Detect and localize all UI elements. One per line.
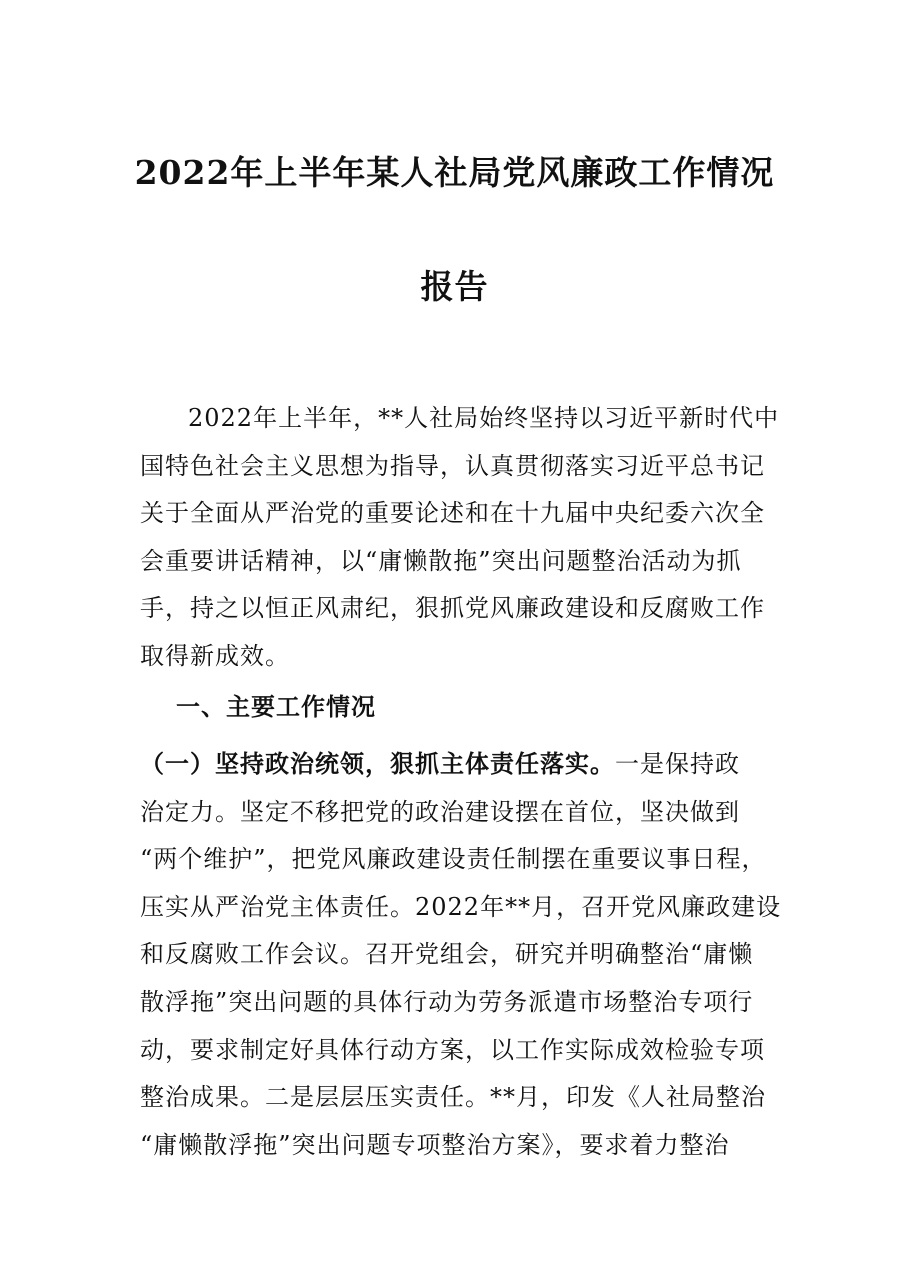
- subsection-line-5: 和反腐败工作会议。召开党组会，研究并明确整治“庸懒: [140, 940, 754, 969]
- intro-line-6: 取得新成效。: [140, 641, 290, 670]
- intro-line-5: 手，持之以恒正风肃纪，狠抓党风廉政建设和反腐败工作: [140, 594, 765, 623]
- subsection-line-2: 治定力。坚定不移把党的政治建设摆在首位，坚决做到: [140, 797, 740, 826]
- subsection-line-4: 压实从严治党主体责任。2022年**月，召开党风廉政建设: [140, 892, 782, 921]
- intro-line-2: 国特色社会主义思想为指导，认真贯彻落实习近平总书记: [140, 451, 765, 480]
- subsection-line-7: 动，要求制定好具体行动方案，以工作实际成效检验专项: [140, 1035, 765, 1064]
- subsection-line-3: “两个维护”，把党风廉政建设责任制摆在重要议事日程，: [140, 845, 767, 874]
- intro-line-1: 2022年上半年，**人社局始终坚持以习近平新时代中: [188, 404, 780, 432]
- subsection-line-1-text: 一是保持政: [615, 750, 740, 778]
- subsection-line-9: “庸懒散浮拖”突出问题专项整治方案》，要求着力整治: [140, 1130, 730, 1159]
- intro-line-3: 关于全面从严治党的重要论述和在十九届中央纪委六次全: [140, 499, 765, 528]
- subsection-line-6: 散浮拖”突出问题的具体行动为劳务派遣市场整治专项行: [140, 987, 754, 1016]
- intro-line-4: 会重要讲话精神，以“庸懒散拖”突出问题整治活动为抓: [140, 546, 742, 575]
- document-title-line-1: 2022年上半年某人社局党风廉政工作情况: [134, 153, 775, 192]
- subsection-paragraph: [140, 740, 782, 1169]
- document-title-line-2: 报告: [420, 267, 489, 306]
- section-heading: 一、主要工作情况: [176, 692, 376, 721]
- subsection-line-1: [140, 740, 760, 789]
- subsection-heading: （一）坚持政治统领，狠抓主体责任落实。: [140, 749, 615, 778]
- subsection-line-8: 整治成果。二是层层压实责任。**月，印发《人社局整治: [140, 1083, 766, 1112]
- intro-paragraph: [140, 395, 780, 681]
